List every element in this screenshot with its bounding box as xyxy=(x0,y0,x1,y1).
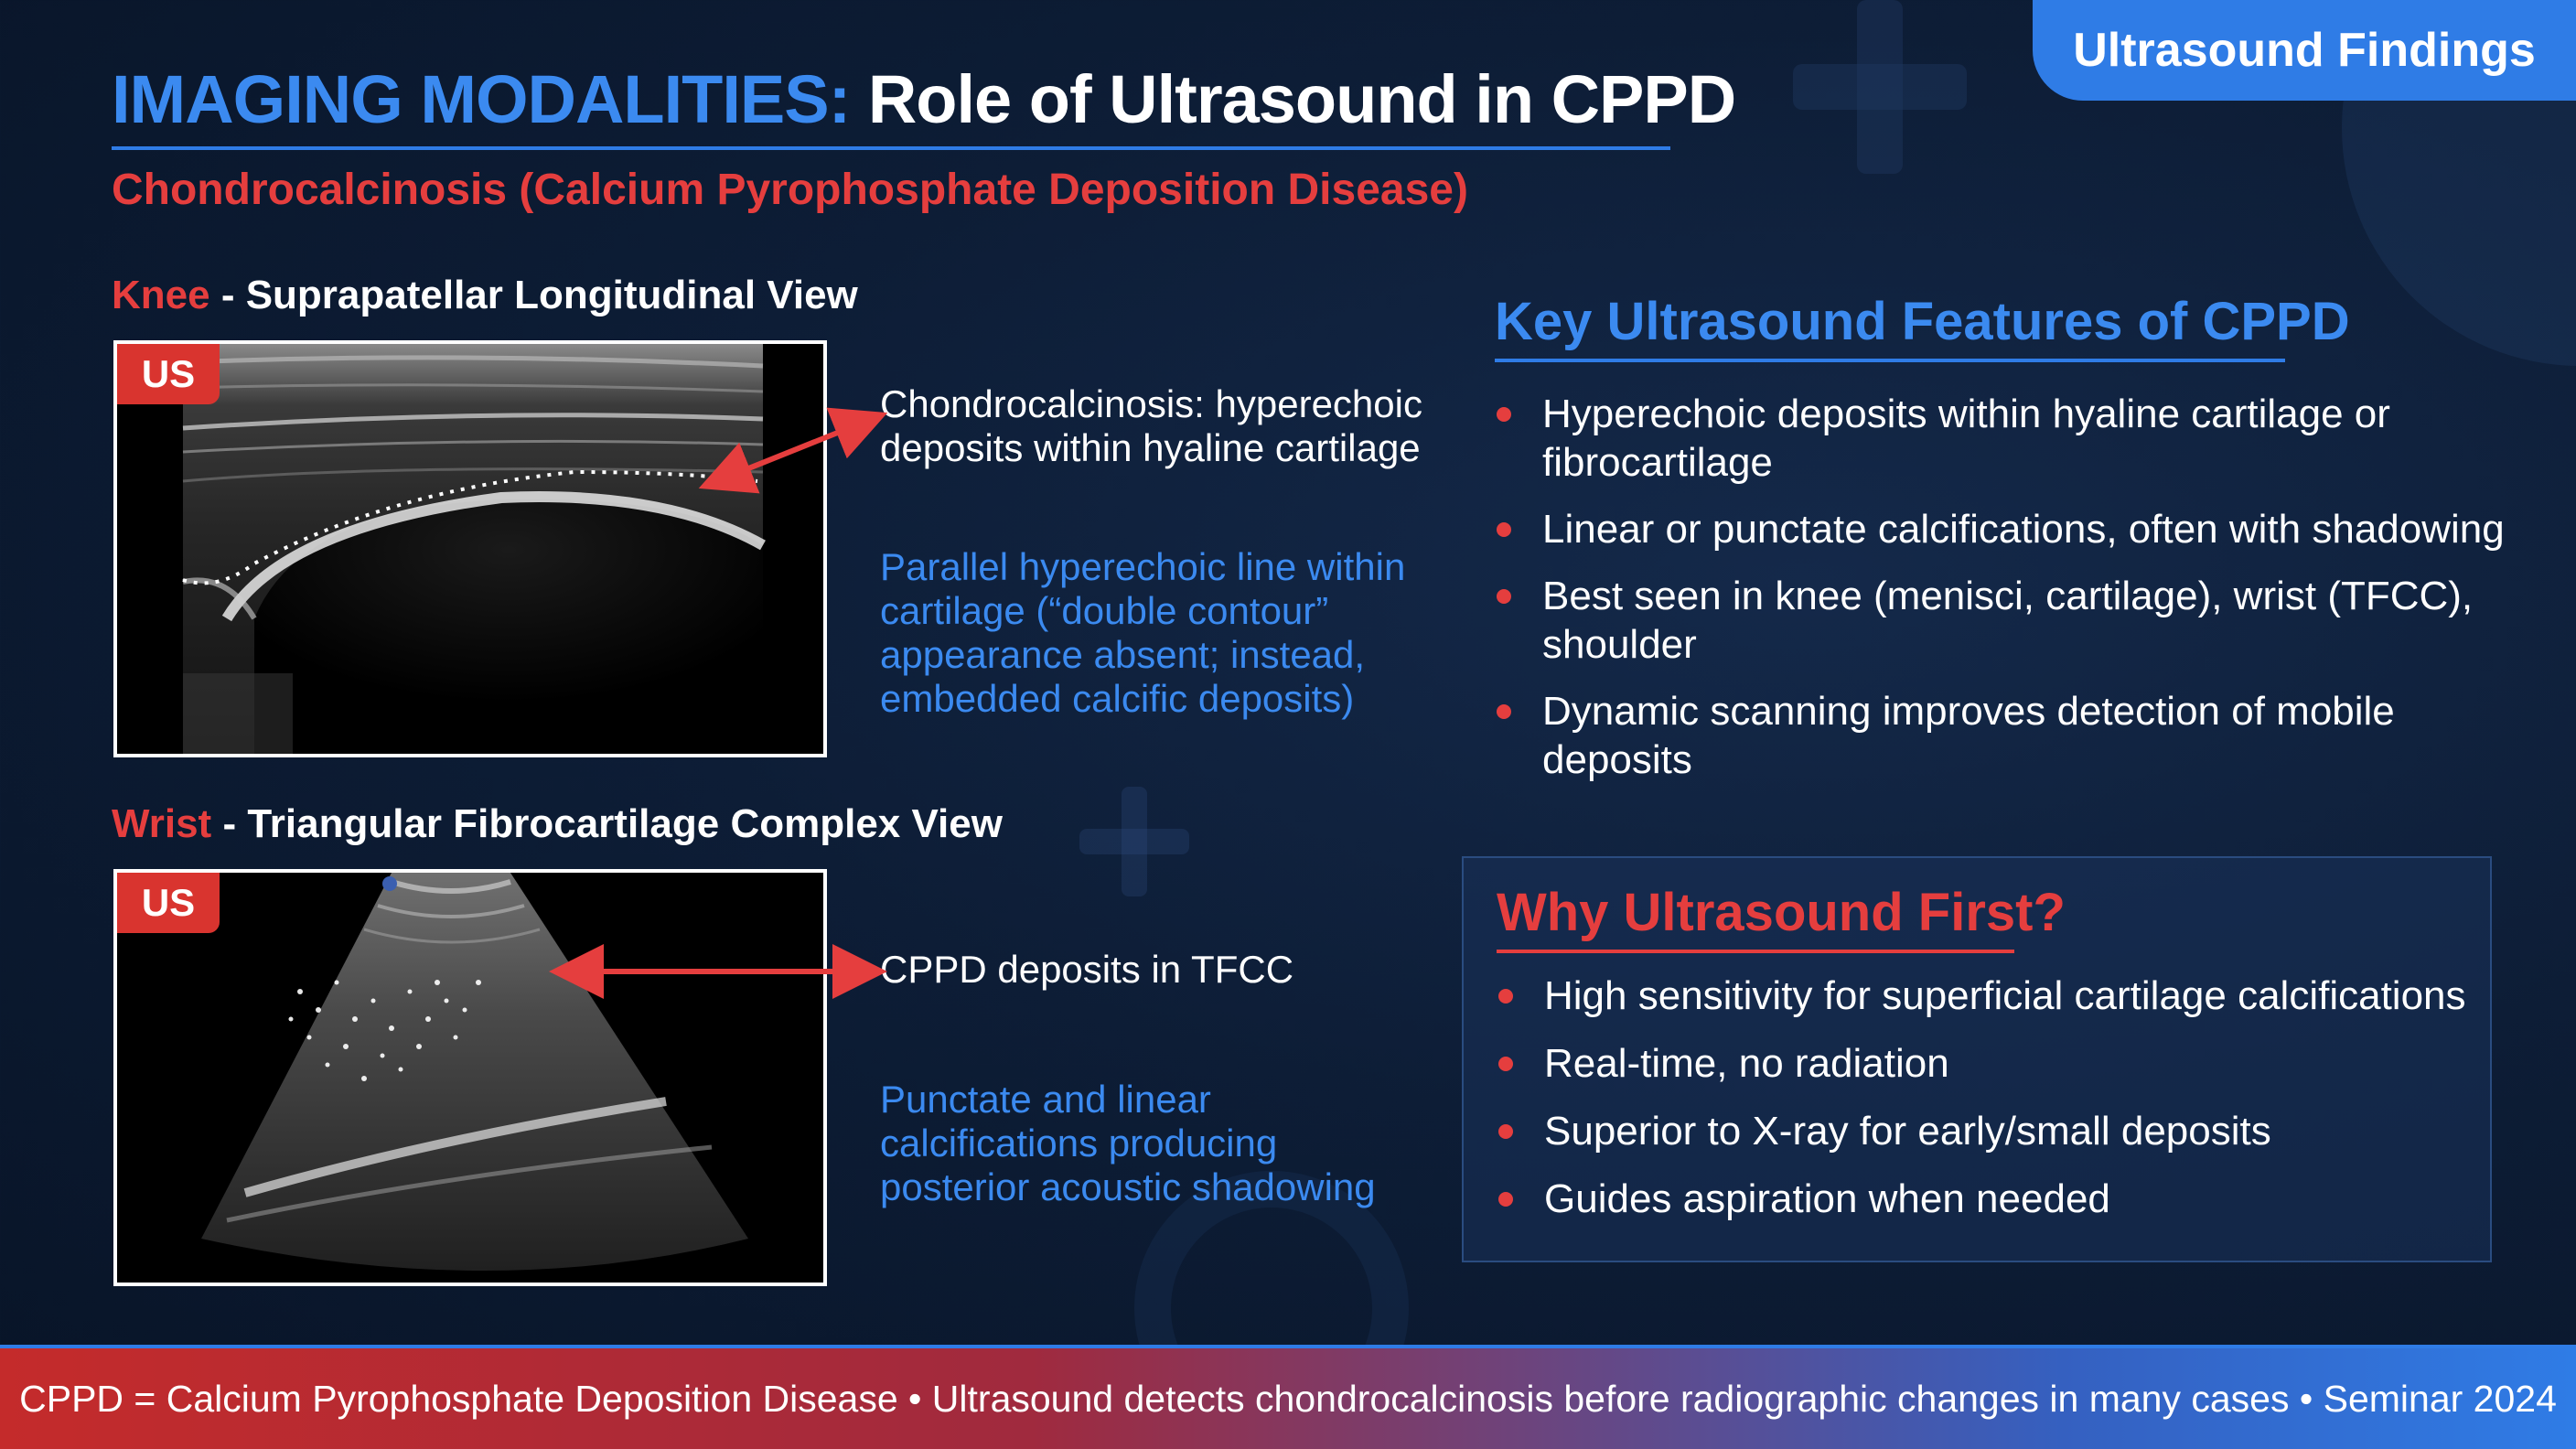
wrist-label-red: Wrist xyxy=(112,801,212,846)
footer-bar: CPPD = Calcium Pyrophosphate Deposition Disease • Ultrasound detects chondrocalcinosis before radiographic changes in many cases • Seminar 2024 xyxy=(0,1348,2576,1449)
list-item: High sensitivity for superficial cartilage calcifications xyxy=(1495,971,2474,1020)
wrist-annotation: CPPD deposits in TFCC xyxy=(880,948,1294,991)
title-highlight: IMAGING MODALITIES: xyxy=(112,61,851,137)
why-ultrasound-title: Why Ultrasound First? xyxy=(1497,883,2066,942)
page-subtitle: Chondrocalcinosis (Calcium Pyrophosphate Deposition Disease) xyxy=(112,166,1468,214)
list-item: Real-time, no radiation xyxy=(1495,1039,2474,1088)
why-ultrasound-underline xyxy=(1497,950,2014,953)
why-ultrasound-list xyxy=(1495,971,2474,1242)
wrist-ultrasound-image xyxy=(113,869,827,1286)
knee-us-tag: US xyxy=(117,344,220,404)
knee-label-rest: - Suprapatellar Longitudinal View xyxy=(209,273,858,317)
knee-label-red: Knee xyxy=(112,273,210,317)
list-item: Best seen in knee (menisci, cartilage), wrist (TFCC), shoulder xyxy=(1493,572,2527,669)
key-features-underline xyxy=(1495,359,2285,362)
background-medical-cross-icon xyxy=(1793,0,1967,174)
list-item: Hyperechoic deposits within hyaline cartilage or fibrocartilage xyxy=(1493,390,2527,487)
wrist-section-label xyxy=(112,801,1003,847)
knee-annotation: Chondrocalcinosis: hyperechoic deposits within hyaline cartilage xyxy=(880,382,1422,469)
list-item: Superior to X-ray for early/small deposits xyxy=(1495,1107,2474,1155)
knee-ultrasound-graphic xyxy=(117,344,823,754)
wrist-annotation-detail: Punctate and linear calcifications producing posterior acoustic shadowing xyxy=(880,1078,1376,1208)
wrist-us-tag: US xyxy=(117,873,220,933)
key-features-list xyxy=(1493,390,2527,802)
wrist-ultrasound-graphic xyxy=(117,873,823,1283)
section-badge: Ultrasound Findings xyxy=(2033,0,2576,101)
page-title xyxy=(112,60,1735,138)
title-rest: Role of Ultrasound in CPPD xyxy=(850,61,1736,137)
list-item: Guides aspiration when needed xyxy=(1495,1175,2474,1223)
knee-section-label xyxy=(112,273,858,318)
list-item: Linear or punctate calcifications, often with shadowing xyxy=(1493,505,2527,553)
wrist-label-rest: - Triangular Fibrocartilage Complex View xyxy=(211,801,1003,846)
knee-annotation-detail: Parallel hyperechoic line within cartilage (“double contour” appearance absent; instead, embedded calcific deposits) xyxy=(880,545,1406,720)
key-features-title: Key Ultrasound Features of CPPD xyxy=(1495,292,2350,351)
background-plus-icon xyxy=(1079,787,1189,896)
knee-ultrasound-image xyxy=(113,340,827,757)
list-item: Dynamic scanning improves detection of mobile deposits xyxy=(1493,687,2527,784)
why-ultrasound-panel xyxy=(1462,856,2492,1262)
title-underline xyxy=(112,146,1670,150)
